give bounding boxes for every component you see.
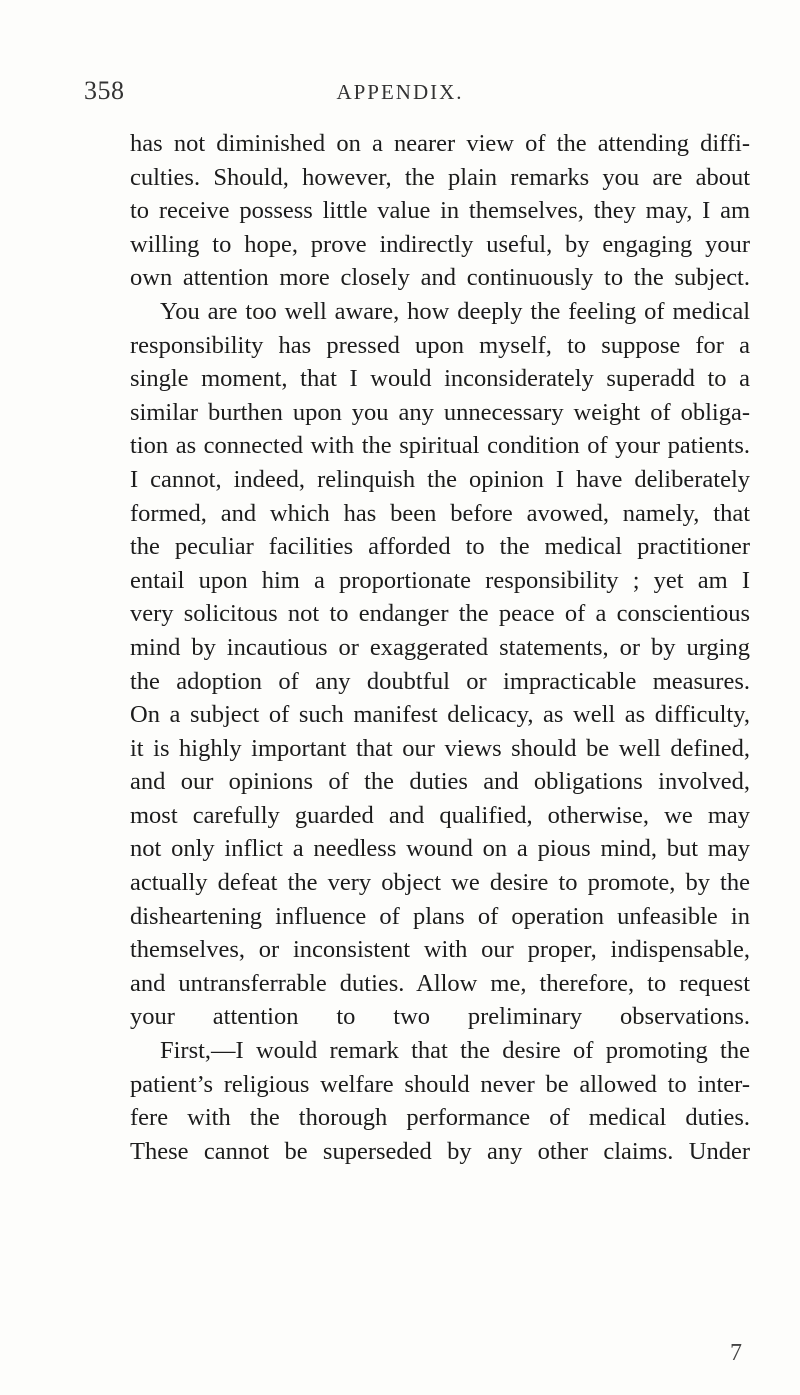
- text-line: own attention more closely and continuously to the subject.: [130, 264, 750, 292]
- text-line: similar burthen upon you any unnecessary weight of obliga-: [130, 398, 750, 426]
- text-line: tion as connected with the spiritual condition of your patients.: [130, 432, 750, 460]
- body-text: [130, 127, 750, 1168]
- text-line: I cannot, indeed, relinquish the opinion I have deliberately: [130, 465, 750, 493]
- text-line: your attention to two preliminary observations.: [130, 1003, 750, 1031]
- text-line: not only inflict a needless wound on a pious mind, but may: [130, 835, 750, 863]
- running-head: APPENDIX.: [336, 80, 464, 104]
- text-line: very solicitous not to endanger the peace of a conscientious: [130, 600, 750, 628]
- text-line: the peculiar facilities afforded to the medical practitioner: [130, 533, 750, 561]
- text-line: to receive possess little value in themselves, they may, I am: [130, 197, 750, 225]
- text-line: mind by incautious or exaggerated statements, or by urging: [130, 633, 750, 661]
- text-line: most carefully guarded and qualified, otherwise, we may: [130, 801, 750, 829]
- signature-mark: 7: [730, 1340, 742, 1366]
- text-line: themselves, or inconsistent with our proper, indispensable,: [130, 936, 750, 964]
- text-line: disheartening influence of plans of operation unfeasible in: [130, 902, 750, 930]
- text-line: single moment, that I would inconsiderately superadd to a: [130, 365, 750, 393]
- text-line: and untransferrable duties. Allow me, therefore, to request: [130, 969, 750, 997]
- text-line: fere with the thorough performance of medical duties.: [130, 1104, 750, 1132]
- text-line: culties. Should, however, the plain remarks you are about: [130, 163, 750, 191]
- text-line: entail upon him a proportionate responsibility ; yet am I: [130, 566, 750, 594]
- text-line: formed, and which has been before avowed, namely, that: [130, 499, 750, 527]
- text-line: responsibility has pressed upon myself, to suppose for a: [130, 331, 750, 359]
- text-line: First,—I would remark that the desire of promoting the: [160, 1037, 750, 1065]
- page-number: 358: [84, 76, 125, 105]
- text-line: actually defeat the very object we desire to promote, by the: [130, 869, 750, 897]
- text-line: the adoption of any doubtful or impracticable measures.: [130, 667, 750, 695]
- text-line: willing to hope, prove indirectly useful, by engaging your: [130, 230, 750, 258]
- text-line: has not diminished on a nearer view of the attending diffi-: [130, 130, 750, 157]
- text-line: and our opinions of the duties and obligations involved,: [130, 768, 750, 796]
- text-line: These cannot be superseded by any other claims. Under: [130, 1137, 750, 1165]
- text-line: You are too well aware, how deeply the feeling of medical: [160, 297, 750, 325]
- text-line: On a subject of such manifest delicacy, as well as difficulty,: [130, 701, 750, 729]
- text-line: it is highly important that our views should be well defined,: [130, 734, 750, 762]
- text-line: patient’s religious welfare should never be allowed to inter-: [130, 1070, 750, 1098]
